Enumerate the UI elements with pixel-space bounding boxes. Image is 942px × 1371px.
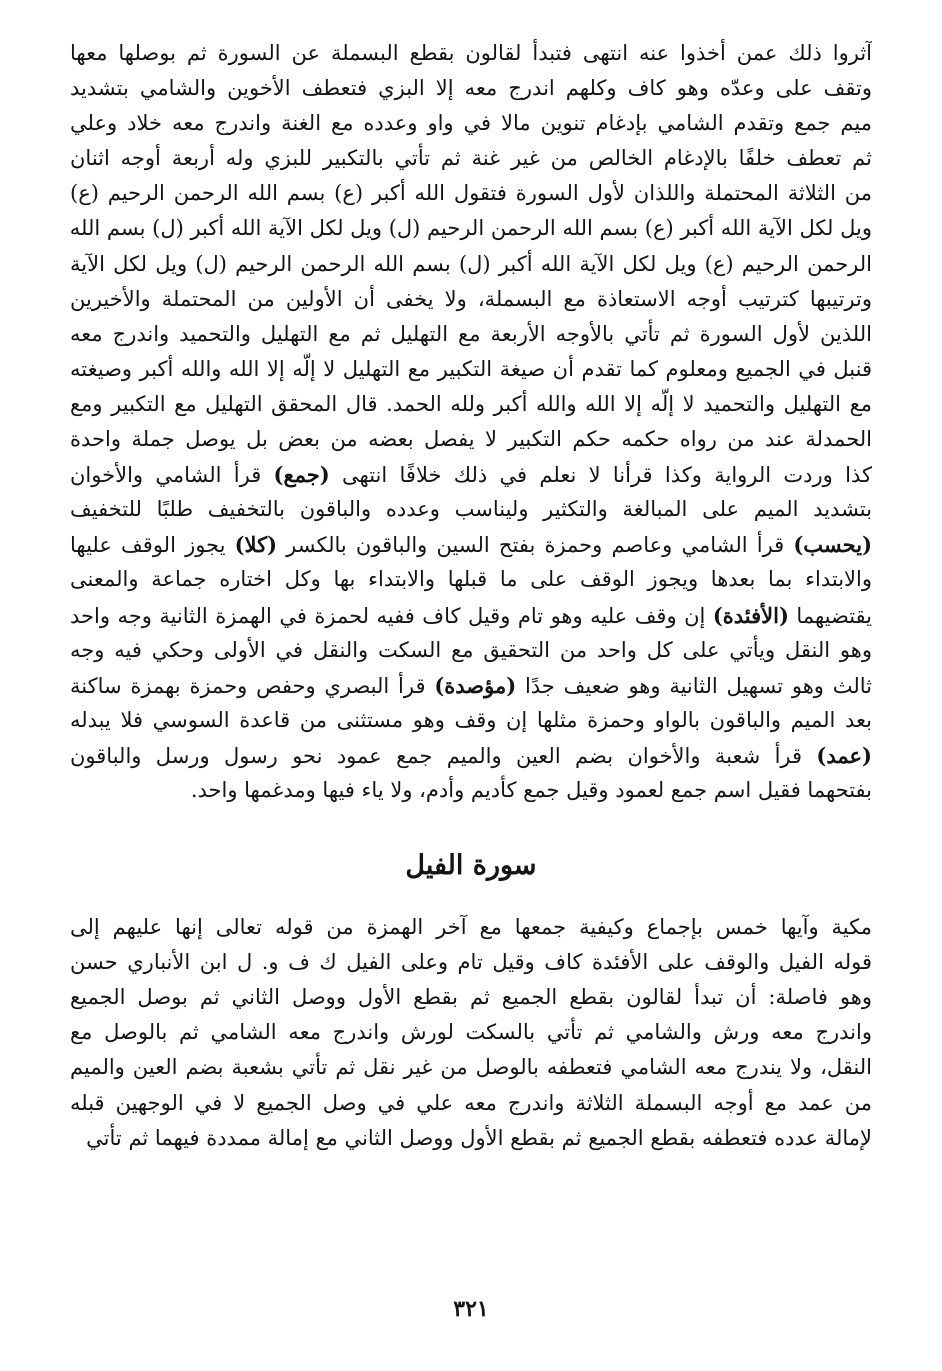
- text-line: [70, 1050, 872, 1085]
- text-line: [70, 247, 872, 282]
- text-line: [70, 141, 872, 176]
- text-run: قرأ شعبة والأخوان بضم العين والميم جمع عمود نحو رسول ورسل والباقون: [70, 743, 817, 768]
- text-line: [70, 527, 872, 562]
- text-line: [70, 282, 872, 317]
- text-run: وهو النقل ويأتي على كل واحد من التحقيق مع السكت والنقل في الأولى وحكي فيه وجه: [70, 637, 872, 662]
- text-line: [70, 668, 872, 703]
- quran-word: (يحسب): [793, 532, 872, 558]
- text-run: ميم جمع وتقدم الشامي بإدغام تنوين مالا في واو وعدده مع الغنة واندرج معه خلاد وعلي: [70, 111, 872, 136]
- text-run: ثالث وهو تسهيل الثانية وهو ضعيف جدًا: [516, 673, 872, 698]
- text-line: [70, 387, 872, 422]
- text-run: قرأ الشامي وعاصم وحمزة بفتح السين والباقون بالكسر: [277, 533, 794, 558]
- text-run: يجوز الوقف عليها: [70, 533, 235, 558]
- text-line: [70, 352, 872, 387]
- text-run: يقتضيهما: [788, 603, 872, 628]
- text-run: من الثلاثة المحتملة واللذان لأول السورة فتقول الله أكبر (ع) بسم الله الرحمن الرحيم (ع): [70, 181, 872, 206]
- text-run: قوله الفيل والوقف على الأفئدة كاف وقيل تام وعلى الفيل ك ف و. ل ابن الأنباري حسن: [70, 950, 872, 975]
- text-run: قرأ البصري وحفص وحمزة بهمزة ساكنة: [70, 673, 435, 698]
- text-line: [70, 598, 872, 633]
- text-run: وتقف على وعدّه وهو كاف وكلهم اندرج معه إلا البزي فتعطف الأخوين والشامي بتشديد: [70, 76, 872, 101]
- text-line: [70, 773, 872, 808]
- text-line: [70, 633, 872, 668]
- text-run: كذا وردت الرواية وكذا قرأنا لا نعلم في ذلك خلافًا انتهى: [329, 463, 872, 488]
- quran-word: (عمد): [816, 742, 872, 768]
- text-run: وهو فاصلة: أن تبدأ لقالون بقطع الجميع ثم بقطع الأول ووصل الثاني ثم بوصل الجميع: [70, 985, 872, 1010]
- text-line: [70, 945, 872, 980]
- text-run: من عمد مع أوجه البسملة الثلاثة واندرج معه علي في وصل الجميع لا في الوجهين قبله: [70, 1090, 872, 1115]
- quran-word: (الأفئدة): [712, 602, 789, 628]
- text-run: اللذين لأول السورة ثم تأتي بالأوجه الأربعة مع التهليل ثم مع التهليل والتحميد واندرج معه: [70, 321, 872, 346]
- text-line: [70, 703, 872, 738]
- text-line: [70, 211, 872, 246]
- text-line: [70, 492, 872, 527]
- text-run: لإمالة عدده فتعطفه بقطع الجميع ثم بقطع الأول ووصل الثاني مع إمالة ممددة فيهما ثم تأتي: [86, 1125, 872, 1150]
- quran-word: (جمع): [273, 462, 330, 488]
- text-run: وترتيبها كترتيب أوجه الاستعاذة مع البسملة، ولا يخفى أن الأولين من المحتملة والأخيرين: [70, 286, 872, 311]
- text-line: [70, 176, 872, 211]
- text-run: مع التهليل والتحميد لا إلّه إلا الله والله أكبر ولله الحمد. قال المحقق التهليل مع التكبير ومع: [70, 391, 872, 416]
- text-line: [70, 562, 872, 597]
- text-line: [70, 36, 872, 71]
- surah-heading: سورة الفيل: [405, 850, 537, 882]
- text-line: [70, 422, 872, 457]
- text-run: قنبل في الجميع ومعلوم كما تقدم أن صيغة التكبير مع التهليل لا إلّه إلا الله والله أكبر وصيغته: [70, 356, 872, 381]
- text-run: والابتداء بما بعدها ويجوز الوقف على ما قبلها والابتداء بها وكل اختاره جماعة والمعنى: [70, 567, 872, 592]
- text-run: ثم تعطف خلفًا بالإدغام الخالص من غير غنة ثم تأتي بالتكبير للبزي وله أربعة أوجه اثنان: [70, 146, 872, 171]
- text-line: [70, 1121, 872, 1156]
- body-paragraph-2: [70, 910, 872, 1156]
- quran-word: (مؤصدة): [434, 672, 517, 698]
- text-run: إن وقف عليه وهو تام وقيل كاف ففيه لحمزة في الهمزة الثانية وجه واحد: [70, 603, 713, 628]
- text-run: بفتحهما فقيل اسم جمع لعمود وقيل جمع كأديم وأدم، ولا ياء فيها ومدغمها واحد.: [190, 777, 872, 802]
- text-run: بتشديد الميم على المبالغة والتكثير وليناسب وعدده والباقون بالتخفيف طلبًا للتخفيف: [70, 497, 872, 522]
- text-run: مكية وآيها خمس بإجماع وكيفية جمعها مع آخر الهمزة من قوله تعالى إنها عليهم إلى: [70, 915, 872, 940]
- text-run: بعد الميم والباقون بالواو وحمزة مثلها إن وقف وهو مستثنى من قاعدة السوسي فلا يبدله: [70, 707, 872, 732]
- text-line: [70, 71, 872, 106]
- text-run: ويل لكل الآية الله أكبر (ع) بسم الله الرحمن الرحيم (ل) ويل لكل الآية الله أكبر (ل) بسم الله: [70, 216, 872, 241]
- text-run: الرحمن الرحيم (ع) ويل لكل الآية الله أكبر (ل) بسم الله الرحمن الرحيم (ل) ويل لكل الآية: [70, 251, 872, 276]
- text-line: [70, 106, 872, 141]
- text-line: [70, 980, 872, 1015]
- text-run: قرأ الشامي والأخوان: [70, 463, 274, 488]
- text-line: [70, 738, 872, 773]
- body-paragraph-1: [70, 36, 872, 808]
- text-run: آثروا ذلك عمن أخذوا عنه انتهى فتبدأ لقالون بقطع البسملة عن السورة ثم بوصلها معها: [70, 41, 872, 65]
- text-line: [70, 910, 872, 945]
- text-line: [70, 457, 872, 492]
- page-number: ٣٢١: [453, 1296, 489, 1322]
- text-line: [70, 317, 872, 352]
- text-line: [70, 1086, 872, 1121]
- text-line: [70, 1015, 872, 1050]
- quran-word: (كلا): [234, 532, 278, 558]
- text-run: الحمدلة عند من رواه حكمه حكم التكبير لا يفصل بعضه من بعض بل يوصل جملة واحدة: [70, 427, 872, 452]
- text-run: النقل، ولا يندرج معه الشامي فتعطفه بالوصل من غير نقل ثم تأتي بشعبة بضم العين والميم: [70, 1055, 872, 1080]
- text-run: واندرج معه ورش والشامي ثم تأتي بالسكت لورش واندرج معه الشامي ثم بالوصل مع: [70, 1020, 872, 1045]
